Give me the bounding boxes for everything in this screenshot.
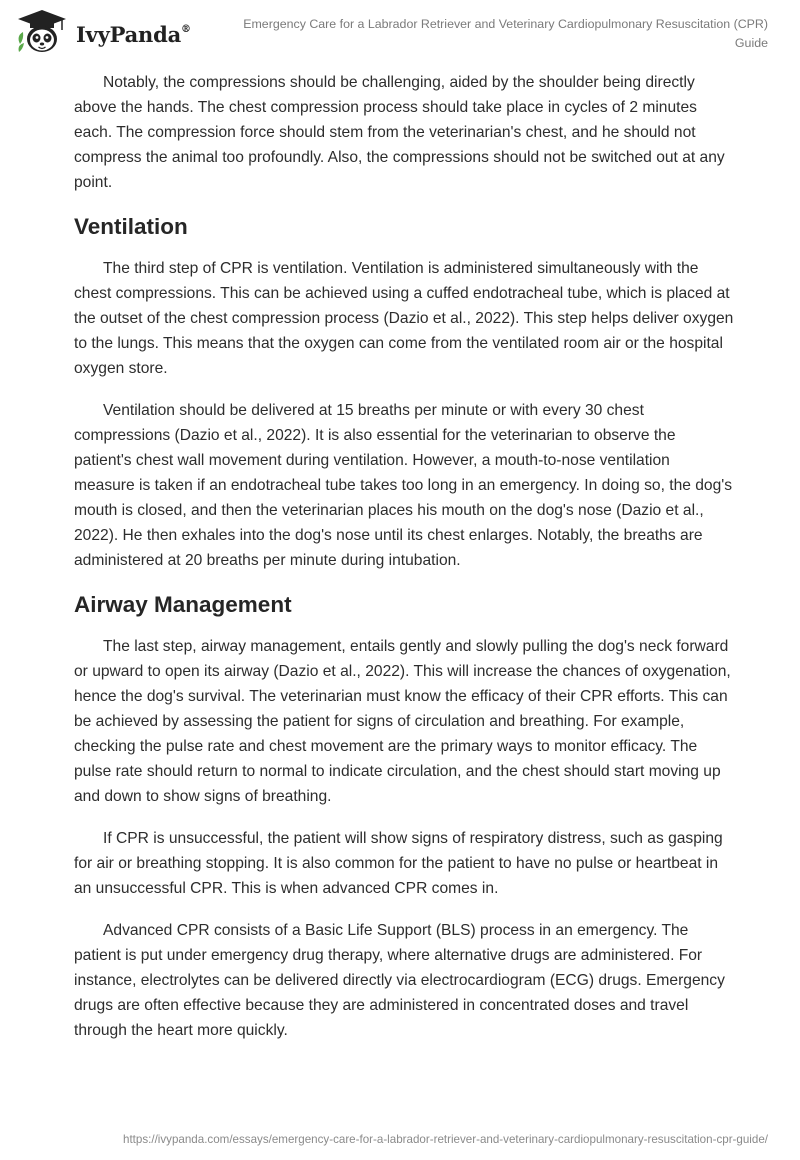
document-title: Emergency Care for a Labrador Retriever and Veterinary Cardiopulmonary Resuscitation (CPR) Guide — [243, 17, 768, 50]
paragraph-ventilation-2: Ventilation should be delivered at 15 breaths per minute or with every 30 chest compressions (Dazio et al., 2022). It is also essential for the veterinarian to observe the patient's chest wall movement during ventilation. However, a mouth-to-nose ventilation measure is taken if an endotracheal tube takes too long in an emergency. In doing so, the dog's mouth is closed, and then the veterinarian places his mouth on the dog's nose (Dazio et al., 2022). He then exhales into the dog's nose until its chest enlarges. Notably, the breaths are administered at 20 breaths per minute during intubation. — [74, 402, 733, 569]
heading-airway-management: Airway Management — [74, 592, 292, 617]
registered-mark: ® — [181, 23, 191, 35]
ivypanda-logo[interactable] — [14, 8, 191, 56]
source-url-link[interactable]: https://ivypanda.com/essays/emergency-care-for-a-labrador-retriever-and-veterinary-cardiopulmonary-resuscitation-cpr-guide/ — [123, 1133, 768, 1146]
article-body — [74, 70, 734, 1060]
page-header — [0, 0, 800, 60]
panda-graduate-icon — [14, 8, 70, 56]
heading-ventilation: Ventilation — [74, 214, 188, 239]
paragraph-compressions: Notably, the compressions should be challenging, aided by the shoulder being directly above the hands. The chest compression process should take place in cycles of 2 minutes each. The compression force should stem from the veterinarian's chest, and he should not compress the animal too profoundly. Also, the compressions should not be switched out at any point. — [74, 74, 725, 191]
brand-name — [76, 22, 191, 47]
paragraph-airway-3: Advanced CPR consists of a Basic Life Support (BLS) process in an emergency. The patient is put under emergency drug therapy, where alternative drugs are administered. For instance, electrolytes can be delivered directly via electrocardiogram (ECG) drugs. Emergency drugs are often effective because they are administered in concentrated doses and travel through the heart more quickly. — [74, 922, 725, 1039]
paragraph-airway-2: If CPR is unsuccessful, the patient will show signs of respiratory distress, such as gasping for air or breathing stopping. It is also common for the patient to have no pulse or heartbeat in an unsuccessful CPR. This is when advanced CPR comes in. — [74, 830, 723, 897]
brand-name-text: IvyPanda — [76, 21, 182, 47]
paragraph-airway-1: The last step, airway management, entails gently and slowly pulling the dog's neck forward or upward to open its airway (Dazio et al., 2022). This will increase the chances of oxygenation, hence the dog's survival. The veterinarian must know the efficacy of their CPR efforts. This can be achieved by assessing the patient for signs of circulation and breathing. For example, checking the pulse rate and chest movement are the primary ways to monitor efficacy. The pulse rate should return to normal to indicate circulation, and the chest should start moving up and down to show signs of breathing. — [74, 638, 731, 805]
paragraph-ventilation-1: The third step of CPR is ventilation. Ventilation is administered simultaneously with the chest compressions. This can be achieved using a cuffed endotracheal tube, which is placed at the outset of the chest compression process (Dazio et al., 2022). This step helps deliver oxygen to the lungs. This means that the oxygen can come from the ventilated room air or the hospital oxygen store. — [74, 260, 734, 377]
